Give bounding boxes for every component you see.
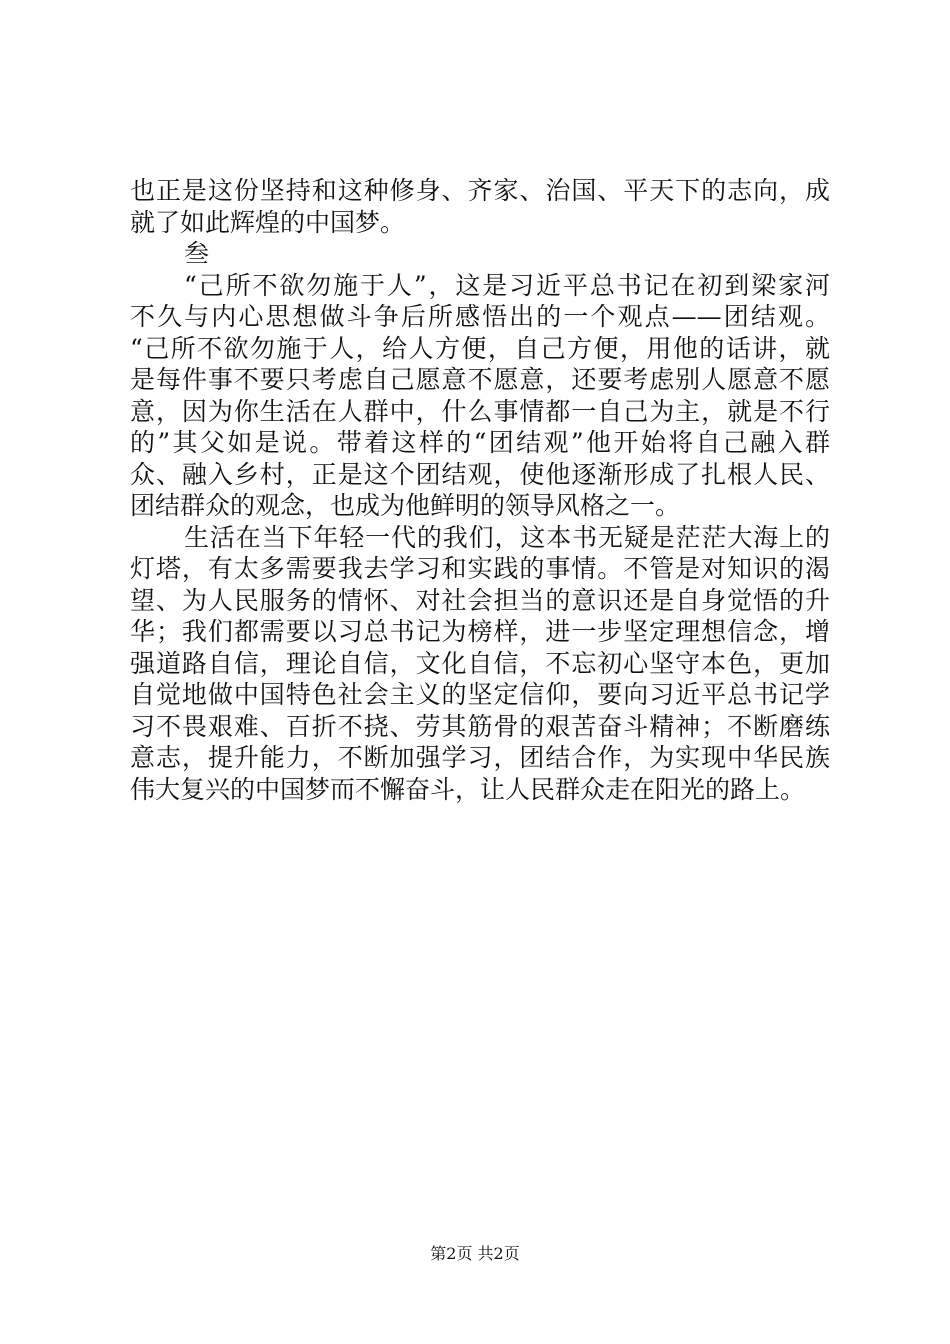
text-line: 华；我们都需要以习总书记为榜样，进一步坚定理想信念，增 (130, 617, 830, 646)
text-line: 众、融入乡村，正是这个团结观，使他逐渐形成了扎根人民、 (130, 459, 830, 489)
text-line: 灯塔，有太多需要我去学习和实践的事情。不管是对知识的渴 (130, 554, 830, 583)
text-line: 不久与内心思想做斗争后所感悟出的一个观点——团结观。 (130, 302, 830, 331)
text-line: 望、为人民服务的情怀、对社会担当的意识还是自身觉悟的升 (130, 585, 830, 615)
text-line: 强道路自信，理论自信，文化自信，不忘初心坚守本色，更加 (130, 648, 830, 678)
text-line: “己所不欲勿施于人，给人方便，自己方便，用他的话讲，就 (130, 333, 830, 363)
text-line: 意志，提升能力，不断加强学习，团结合作，为实现中华民族 (130, 743, 830, 772)
text-line: 的”其父如是说。带着这样的“团结观”他开始将自己融入群 (130, 428, 830, 457)
text-line: 自觉地做中国特色社会主义的坚定信仰，要向习近平总书记学 (130, 680, 830, 709)
text-line: 习不畏艰难、百折不挠、劳其筋骨的艰苦奋斗精神；不断磨练 (130, 711, 830, 741)
text-line: 生活在当下年轻一代的我们，这本书无疑是茫茫大海上的 (184, 522, 830, 552)
document-body (130, 175, 830, 805)
text-line: “己所不欲勿施于人”，这是习近平总书记在初到梁家河 (184, 270, 830, 300)
text-line: 也正是这份坚持和这种修身、齐家、治国、平天下的志向，成 (130, 176, 830, 205)
text-line: 是每件事不要只考虑自己愿意不愿意，还要考虑别人愿意不愿 (130, 365, 830, 394)
text-line: 伟大复兴的中国梦而不懈奋斗，让人民群众走在阳光的路上。 (130, 774, 806, 804)
text-line: 就了如此辉煌的中国梦。 (130, 207, 406, 237)
text-line: 团结群众的观念，也成为他鲜明的领导风格之一。 (130, 491, 681, 520)
page-footer: 第2页 共2页 (430, 1244, 520, 1263)
section-heading: 叁 (184, 239, 210, 268)
text-line: 意，因为你生活在人群中，什么事情都一自己为主，就是不行 (130, 396, 830, 426)
